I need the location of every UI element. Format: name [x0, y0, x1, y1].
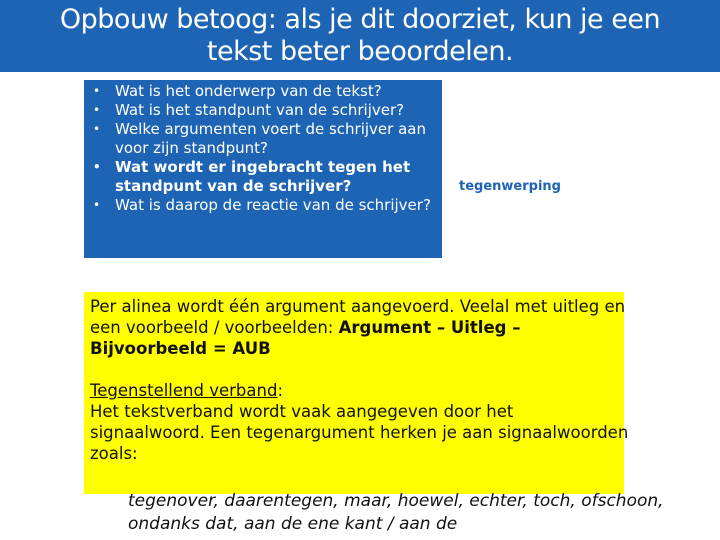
- argument-intro: Per alinea wordt één argument aangevoerd. Veelal met uitleg en een voorbeeld / voorbeelden:: [90, 297, 626, 337]
- question-text: Wat is het onderwerp van de tekst?: [115, 82, 382, 100]
- signal-words-list: tegenover, daarentegen, maar, hoewel, echter, toch, ofschoon, ondanks dat, aan de ene kant / aan de: [128, 491, 664, 534]
- slide-title: [0, 4, 720, 68]
- question-text: Wat is daarop de reactie van de schrijver?: [115, 196, 431, 214]
- slide-title-line-2: tekst beter beoordelen.: [206, 36, 514, 67]
- slide-title-line-1: Opbouw betoog: als je dit doorziet, kun je een: [59, 4, 661, 35]
- bullet-icon: •: [93, 103, 101, 117]
- bullet-icon: •: [93, 160, 101, 174]
- question-item: [84, 82, 442, 101]
- bullet-icon: •: [93, 84, 101, 98]
- question-item: [84, 120, 442, 158]
- question-text: Wat is het standpunt van de schrijver?: [115, 101, 405, 119]
- questions-list: [84, 82, 442, 215]
- bullet-icon: •: [93, 198, 101, 212]
- questions-box: [84, 80, 442, 258]
- question-text: Wat wordt er ingebracht tegen het standpunt van de schrijver?: [115, 158, 411, 195]
- question-text: Welke argumenten voert de schrijver aan voor zijn standpunt?: [115, 120, 426, 157]
- bullet-icon: •: [93, 122, 101, 136]
- aub-formula: Argument – Uitleg – Bijvoorbeeld = AUB: [90, 318, 521, 358]
- explanation-paragraph: [90, 296, 630, 359]
- contrast-heading-line: [90, 380, 630, 401]
- contrast-body: Het tekstverband wordt vaak aangegeven door het signaalwoord. Een tegenargument herken je aan signaalwoorden zoals:: [90, 402, 629, 463]
- contrast-heading: Tegenstellend verband: [90, 381, 278, 400]
- contrast-heading-colon: :: [277, 381, 284, 400]
- paragraph-gap: [90, 359, 630, 380]
- tegenwerping-label: tegenwerping: [459, 179, 561, 194]
- explanation-text: [90, 296, 630, 464]
- question-item: [84, 196, 442, 215]
- question-item: [84, 101, 442, 120]
- question-item: [84, 158, 442, 196]
